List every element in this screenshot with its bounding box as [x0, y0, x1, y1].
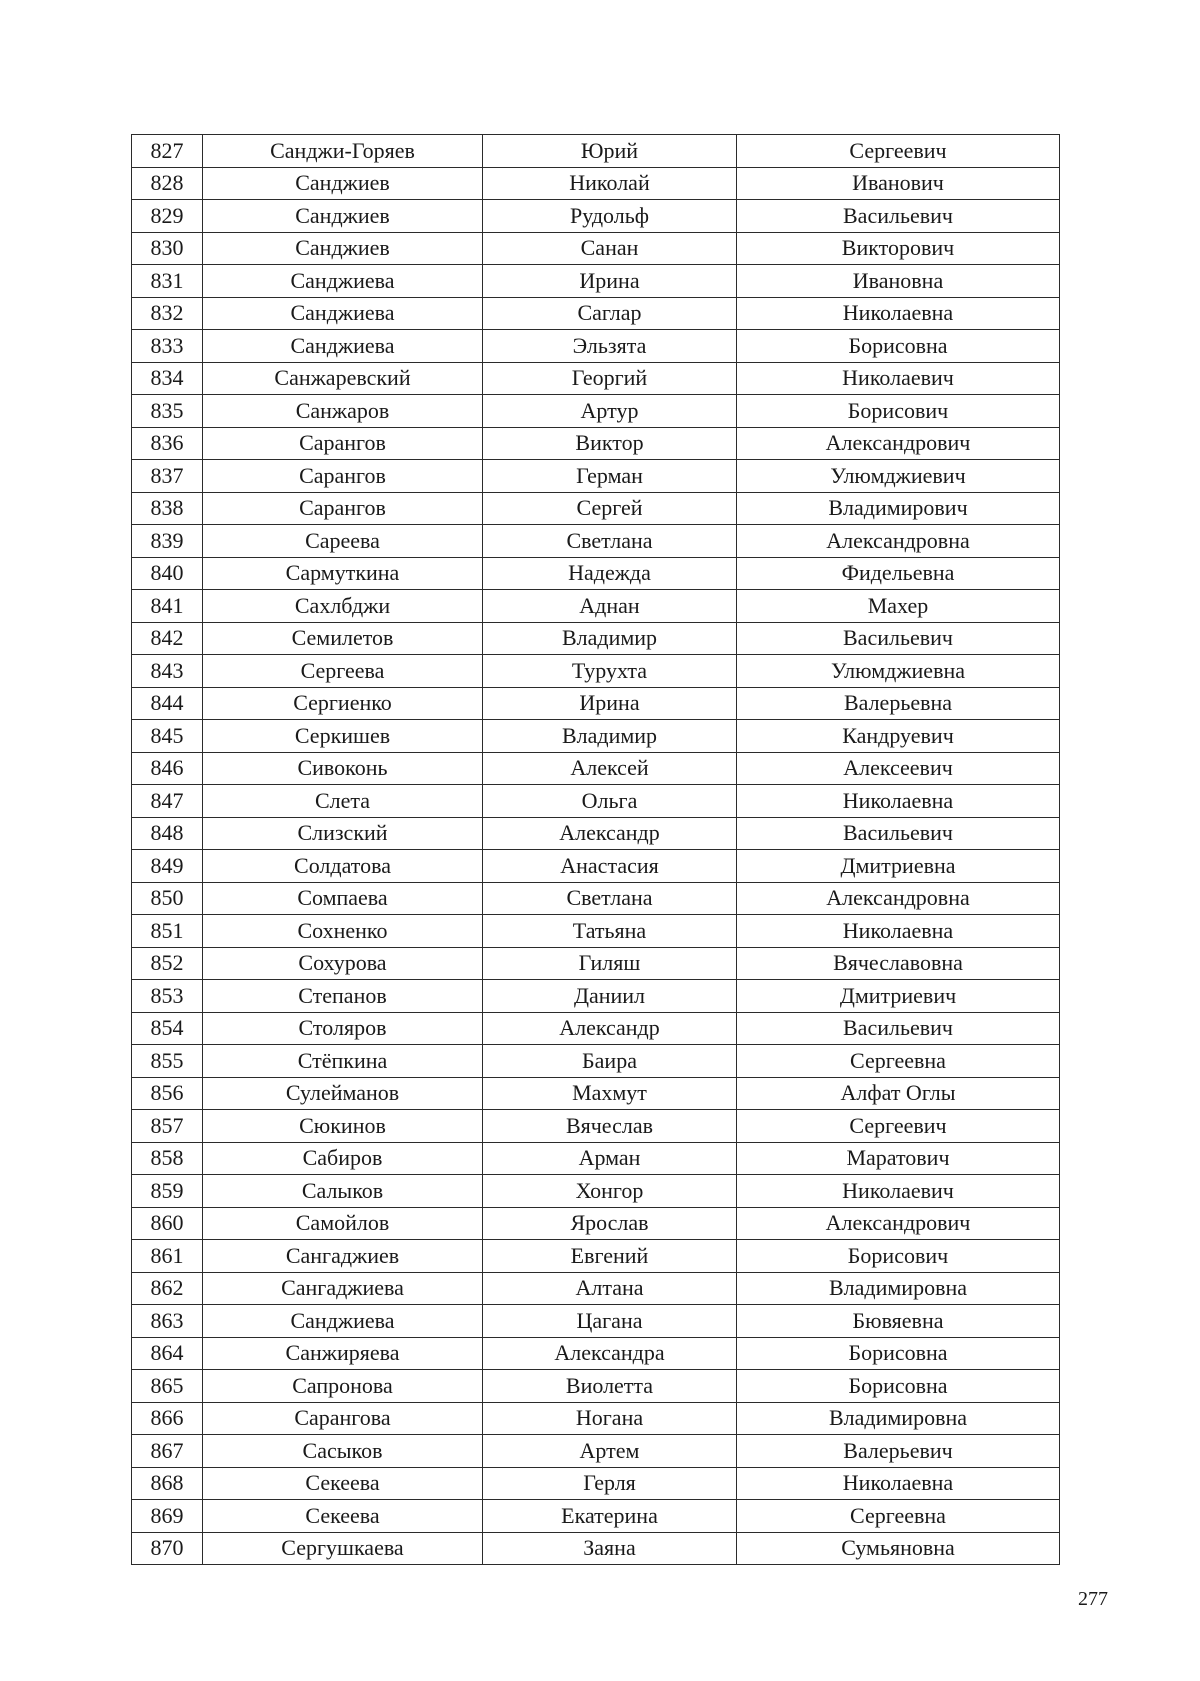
table-row — [132, 622, 1060, 655]
first-name-cell: Турухта — [483, 655, 737, 688]
first-name-cell: Екатерина — [483, 1500, 737, 1533]
last-name-cell: Сергушкаева — [203, 1532, 483, 1565]
row-number-cell: 845 — [132, 720, 203, 753]
patronymic-cell: Ивановна — [737, 265, 1060, 298]
row-number-cell: 827 — [132, 135, 203, 168]
patronymic-cell: Васильевич — [737, 1012, 1060, 1045]
last-name-cell: Сарангов — [203, 427, 483, 460]
last-name-cell: Сергиенко — [203, 687, 483, 720]
table-row — [132, 1175, 1060, 1208]
first-name-cell: Надежда — [483, 557, 737, 590]
patronymic-cell: Васильевич — [737, 817, 1060, 850]
last-name-cell: Сергеева — [203, 655, 483, 688]
row-number-cell: 828 — [132, 167, 203, 200]
table-row — [132, 492, 1060, 525]
table-row — [132, 362, 1060, 395]
row-number-cell: 837 — [132, 460, 203, 493]
patronymic-cell: Николаевна — [737, 297, 1060, 330]
table-row — [132, 395, 1060, 428]
table-row — [132, 655, 1060, 688]
last-name-cell: Сангаджиев — [203, 1240, 483, 1273]
patronymic-cell: Борисовна — [737, 330, 1060, 363]
patronymic-cell: Фидельевна — [737, 557, 1060, 590]
last-name-cell: Сарангов — [203, 492, 483, 525]
table-row — [132, 135, 1060, 168]
first-name-cell: Алексей — [483, 752, 737, 785]
row-number-cell: 851 — [132, 915, 203, 948]
last-name-cell: Санжаров — [203, 395, 483, 428]
table-row — [132, 1402, 1060, 1435]
last-name-cell: Санджиева — [203, 1305, 483, 1338]
first-name-cell: Вячеслав — [483, 1110, 737, 1143]
first-name-cell: Юрий — [483, 135, 737, 168]
row-number-cell: 857 — [132, 1110, 203, 1143]
table-row — [132, 1467, 1060, 1500]
table-row — [132, 1012, 1060, 1045]
table-row — [132, 590, 1060, 623]
patronymic-cell: Дмитриевич — [737, 980, 1060, 1013]
row-number-cell: 832 — [132, 297, 203, 330]
last-name-cell: Санжиряева — [203, 1337, 483, 1370]
patronymic-cell: Владимирович — [737, 492, 1060, 525]
last-name-cell: Столяров — [203, 1012, 483, 1045]
patronymic-cell: Васильевич — [737, 200, 1060, 233]
row-number-cell: 847 — [132, 785, 203, 818]
table-row — [132, 460, 1060, 493]
patronymic-cell: Николаевич — [737, 362, 1060, 395]
row-number-cell: 862 — [132, 1272, 203, 1305]
last-name-cell: Сахлбджи — [203, 590, 483, 623]
first-name-cell: Виктор — [483, 427, 737, 460]
patronymic-cell: Маратович — [737, 1142, 1060, 1175]
table-row — [132, 1532, 1060, 1565]
patronymic-cell: Сумьяновна — [737, 1532, 1060, 1565]
patronymic-cell: Сергеевна — [737, 1500, 1060, 1533]
last-name-cell: Сохурова — [203, 947, 483, 980]
first-name-cell: Евгений — [483, 1240, 737, 1273]
row-number-cell: 860 — [132, 1207, 203, 1240]
last-name-cell: Сареева — [203, 525, 483, 558]
row-number-cell: 848 — [132, 817, 203, 850]
last-name-cell: Сивоконь — [203, 752, 483, 785]
first-name-cell: Санан — [483, 232, 737, 265]
row-number-cell: 861 — [132, 1240, 203, 1273]
first-name-cell: Эльзята — [483, 330, 737, 363]
row-number-cell: 836 — [132, 427, 203, 460]
last-name-cell: Санджиева — [203, 265, 483, 298]
patronymic-cell: Николаевна — [737, 785, 1060, 818]
patronymic-cell: Александрович — [737, 1207, 1060, 1240]
row-number-cell: 841 — [132, 590, 203, 623]
patronymic-cell: Дмитриевна — [737, 850, 1060, 883]
last-name-cell: Секеева — [203, 1500, 483, 1533]
row-number-cell: 838 — [132, 492, 203, 525]
row-number-cell: 852 — [132, 947, 203, 980]
first-name-cell: Ногана — [483, 1402, 737, 1435]
row-number-cell: 854 — [132, 1012, 203, 1045]
first-name-cell: Заяна — [483, 1532, 737, 1565]
row-number-cell: 842 — [132, 622, 203, 655]
patronymic-cell: Вячеславовна — [737, 947, 1060, 980]
last-name-cell: Стёпкина — [203, 1045, 483, 1078]
first-name-cell: Алтана — [483, 1272, 737, 1305]
first-name-cell: Александр — [483, 1012, 737, 1045]
last-name-cell: Семилетов — [203, 622, 483, 655]
first-name-cell: Аднан — [483, 590, 737, 623]
patronymic-cell: Махер — [737, 590, 1060, 623]
first-name-cell: Цагана — [483, 1305, 737, 1338]
table-row — [132, 850, 1060, 883]
row-number-cell: 839 — [132, 525, 203, 558]
last-name-cell: Санджи-Горяев — [203, 135, 483, 168]
table-row — [132, 1337, 1060, 1370]
first-name-cell: Герля — [483, 1467, 737, 1500]
first-name-cell: Светлана — [483, 525, 737, 558]
table-row — [132, 1240, 1060, 1273]
first-name-cell: Александра — [483, 1337, 737, 1370]
first-name-cell: Рудольф — [483, 200, 737, 233]
row-number-cell: 865 — [132, 1370, 203, 1403]
last-name-cell: Самойлов — [203, 1207, 483, 1240]
row-number-cell: 869 — [132, 1500, 203, 1533]
table-row — [132, 297, 1060, 330]
patronymic-cell: Сергеевич — [737, 135, 1060, 168]
table-row — [132, 817, 1060, 850]
row-number-cell: 855 — [132, 1045, 203, 1078]
last-name-cell: Степанов — [203, 980, 483, 1013]
table-row — [132, 1045, 1060, 1078]
first-name-cell: Артем — [483, 1435, 737, 1468]
row-number-cell: 859 — [132, 1175, 203, 1208]
patronymic-cell: Николаевна — [737, 915, 1060, 948]
table-row — [132, 915, 1060, 948]
last-name-cell: Сангаджиева — [203, 1272, 483, 1305]
last-name-cell: Сарангов — [203, 460, 483, 493]
row-number-cell: 843 — [132, 655, 203, 688]
patronymic-cell: Улюмджиевич — [737, 460, 1060, 493]
patronymic-cell: Алексеевич — [737, 752, 1060, 785]
first-name-cell: Татьяна — [483, 915, 737, 948]
first-name-cell: Артур — [483, 395, 737, 428]
first-name-cell: Герман — [483, 460, 737, 493]
last-name-cell: Сасыков — [203, 1435, 483, 1468]
row-number-cell: 846 — [132, 752, 203, 785]
table-row — [132, 232, 1060, 265]
table-row — [132, 980, 1060, 1013]
last-name-cell: Слизский — [203, 817, 483, 850]
last-name-cell: Салыков — [203, 1175, 483, 1208]
last-name-cell: Сарангова — [203, 1402, 483, 1435]
page-number: 277 — [1078, 1588, 1108, 1610]
table-row — [132, 947, 1060, 980]
first-name-cell: Гиляш — [483, 947, 737, 980]
row-number-cell: 868 — [132, 1467, 203, 1500]
row-number-cell: 830 — [132, 232, 203, 265]
last-name-cell: Сулейманов — [203, 1077, 483, 1110]
last-name-cell: Сармуткина — [203, 557, 483, 590]
patronymic-cell: Сергеевич — [737, 1110, 1060, 1143]
last-name-cell: Санджиева — [203, 297, 483, 330]
row-number-cell: 829 — [132, 200, 203, 233]
patronymic-cell: Борисович — [737, 395, 1060, 428]
table-row — [132, 265, 1060, 298]
table-row — [132, 427, 1060, 460]
row-number-cell: 834 — [132, 362, 203, 395]
table-row — [132, 1142, 1060, 1175]
first-name-cell: Анастасия — [483, 850, 737, 883]
last-name-cell: Санжаревский — [203, 362, 483, 395]
table-row — [132, 1305, 1060, 1338]
last-name-cell: Сохненко — [203, 915, 483, 948]
table-row — [132, 557, 1060, 590]
table-row — [132, 1077, 1060, 1110]
last-name-cell: Сабиров — [203, 1142, 483, 1175]
patronymic-cell: Николаевич — [737, 1175, 1060, 1208]
last-name-cell: Санджиев — [203, 167, 483, 200]
patronymic-cell: Борисовна — [737, 1337, 1060, 1370]
table-row — [132, 167, 1060, 200]
patronymic-cell: Улюмджиевна — [737, 655, 1060, 688]
name-list-body — [132, 135, 1060, 1565]
patronymic-cell: Александровна — [737, 882, 1060, 915]
patronymic-cell: Владимировна — [737, 1272, 1060, 1305]
last-name-cell: Сомпаева — [203, 882, 483, 915]
table-row — [132, 687, 1060, 720]
last-name-cell: Санджиева — [203, 330, 483, 363]
patronymic-cell: Кандруевич — [737, 720, 1060, 753]
row-number-cell: 844 — [132, 687, 203, 720]
last-name-cell: Сапронова — [203, 1370, 483, 1403]
patronymic-cell: Васильевич — [737, 622, 1060, 655]
first-name-cell: Светлана — [483, 882, 737, 915]
row-number-cell: 867 — [132, 1435, 203, 1468]
patronymic-cell: Александровна — [737, 525, 1060, 558]
table-row — [132, 1272, 1060, 1305]
patronymic-cell: Алфат Оглы — [737, 1077, 1060, 1110]
patronymic-cell: Викторович — [737, 232, 1060, 265]
table-row — [132, 1110, 1060, 1143]
patronymic-cell: Николаевна — [737, 1467, 1060, 1500]
first-name-cell: Николай — [483, 167, 737, 200]
patronymic-cell: Валерьевич — [737, 1435, 1060, 1468]
row-number-cell: 853 — [132, 980, 203, 1013]
last-name-cell: Слета — [203, 785, 483, 818]
patronymic-cell: Борисович — [737, 1240, 1060, 1273]
first-name-cell: Георгий — [483, 362, 737, 395]
patronymic-cell: Бювяевна — [737, 1305, 1060, 1338]
last-name-cell: Сюкинов — [203, 1110, 483, 1143]
patronymic-cell: Борисовна — [737, 1370, 1060, 1403]
first-name-cell: Владимир — [483, 720, 737, 753]
row-number-cell: 849 — [132, 850, 203, 883]
first-name-cell: Виолетта — [483, 1370, 737, 1403]
row-number-cell: 856 — [132, 1077, 203, 1110]
patronymic-cell: Сергеевна — [737, 1045, 1060, 1078]
row-number-cell: 850 — [132, 882, 203, 915]
table-row — [132, 1500, 1060, 1533]
table-row — [132, 1435, 1060, 1468]
last-name-cell: Серкишев — [203, 720, 483, 753]
row-number-cell: 831 — [132, 265, 203, 298]
first-name-cell: Владимир — [483, 622, 737, 655]
first-name-cell: Ирина — [483, 687, 737, 720]
row-number-cell: 835 — [132, 395, 203, 428]
first-name-cell: Ярослав — [483, 1207, 737, 1240]
table-row — [132, 752, 1060, 785]
first-name-cell: Ирина — [483, 265, 737, 298]
row-number-cell: 864 — [132, 1337, 203, 1370]
row-number-cell: 858 — [132, 1142, 203, 1175]
table-row — [132, 525, 1060, 558]
row-number-cell: 863 — [132, 1305, 203, 1338]
last-name-cell: Солдатова — [203, 850, 483, 883]
name-list-table — [131, 134, 1060, 1565]
table-row — [132, 200, 1060, 233]
first-name-cell: Даниил — [483, 980, 737, 1013]
table-row — [132, 882, 1060, 915]
patronymic-cell: Валерьевна — [737, 687, 1060, 720]
patronymic-cell: Владимировна — [737, 1402, 1060, 1435]
last-name-cell: Секеева — [203, 1467, 483, 1500]
first-name-cell: Махмут — [483, 1077, 737, 1110]
table-row — [132, 330, 1060, 363]
last-name-cell: Санджиев — [203, 200, 483, 233]
first-name-cell: Хонгор — [483, 1175, 737, 1208]
table-row — [132, 785, 1060, 818]
patronymic-cell: Иванович — [737, 167, 1060, 200]
row-number-cell: 833 — [132, 330, 203, 363]
first-name-cell: Арман — [483, 1142, 737, 1175]
table-row — [132, 1370, 1060, 1403]
first-name-cell: Александр — [483, 817, 737, 850]
patronymic-cell: Александрович — [737, 427, 1060, 460]
first-name-cell: Ольга — [483, 785, 737, 818]
row-number-cell: 840 — [132, 557, 203, 590]
first-name-cell: Баира — [483, 1045, 737, 1078]
last-name-cell: Санджиев — [203, 232, 483, 265]
row-number-cell: 870 — [132, 1532, 203, 1565]
first-name-cell: Саглар — [483, 297, 737, 330]
table-row — [132, 1207, 1060, 1240]
table-row — [132, 720, 1060, 753]
first-name-cell: Сергей — [483, 492, 737, 525]
row-number-cell: 866 — [132, 1402, 203, 1435]
